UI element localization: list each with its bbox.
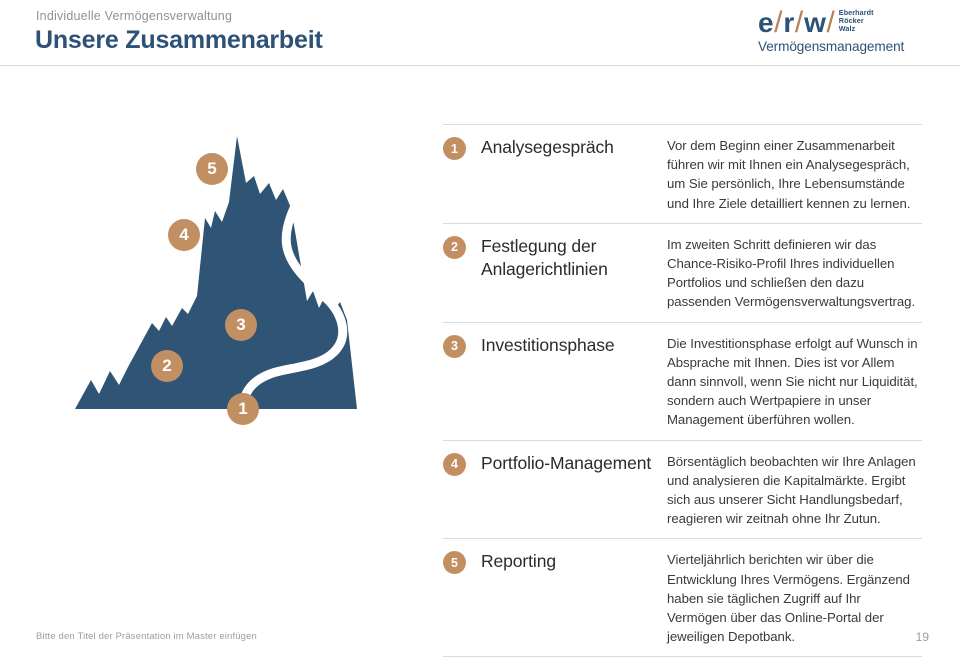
header-eyebrow: Individuelle Vermögensverwaltung (36, 9, 233, 23)
logo-slash-1: / (774, 6, 783, 39)
logo-name-2: Röcker (838, 16, 864, 26)
logo-slash-2: / (794, 6, 804, 39)
step-title-4: Portfolio-Management (481, 452, 652, 473)
step-description-5: Vierteljährlich berichten wir über die Entwicklung Ihres Vermögens. Ergänzend haben sie täglichen Zugriff auf Ihr Vermögen über das Online-Portal der jeweiligen Depotbank. (667, 552, 910, 645)
step-row (443, 440, 922, 539)
step-badge-1: 1 (443, 137, 466, 160)
step-row (443, 538, 922, 657)
step-title-2: Festlegung der Anlagerichtlinien (481, 235, 608, 279)
mountain-node-3[interactable]: 3 (225, 309, 257, 341)
page-title: Unsere Zusammenarbeit (35, 26, 323, 54)
logo-letter-e: e (758, 7, 774, 38)
mountain-node-1[interactable]: 1 (227, 393, 259, 425)
logo-name-1: Eberhardt (838, 8, 874, 17)
logo-partner-names (839, 9, 874, 34)
step-badge-5: 5 (443, 551, 466, 574)
logo-wordmark (758, 8, 874, 38)
step-row (443, 223, 922, 322)
step-description-3: Die Investitionsphase erfolgt auf Wunsch in Absprache mit Ihnen. Dies ist vor Allem dann sinnvoll, wenn Sie nicht nur Liquidität, sondern auch Wertpapiere in unser Management überführen wollen. (667, 335, 918, 428)
mountain-path-diagram (20, 118, 380, 430)
step-description-2: Im zweiten Schritt definieren wir das Chance-Risiko-Profil Ihres individuellen Portfolios und schließen den dazu passenden Vermögensverwaltungsvertrag. (667, 236, 916, 310)
step-description-1: Vor dem Beginn einer Zusammenarbeit führen wir mit Ihnen ein Analysegespräch, um Sie persönlich, Ihre Lebensumstände und Ihre Ziele detailliert kennen zu lernen. (667, 138, 911, 211)
step-title-5: Reporting (481, 551, 556, 572)
mountain-node-4[interactable]: 4 (168, 219, 200, 251)
page-number: 19 (915, 630, 929, 644)
footer-note: Bitte den Titel der Präsentation im Master einfügen (36, 631, 257, 642)
step-row (443, 322, 922, 440)
step-title-1: Analysegespräch (481, 137, 614, 157)
logo-name-3: Walz (838, 24, 856, 34)
step-row (443, 124, 922, 223)
step-description-4: Börsentäglich beobachten wir Ihre Anlagen und analysieren die Kapitalmärkte. Ergibt sich aus unserer Sicht Handlungsbedarf, reagieren wir zeitnah ohne Ihr Zutun. (667, 453, 916, 527)
step-title-3: Investitionsphase (481, 334, 615, 355)
logo-letter-w: w (804, 7, 826, 38)
mountain-node-2[interactable]: 2 (151, 350, 183, 382)
logo-slash-3: / (826, 6, 835, 39)
mountain-node-5[interactable]: 5 (196, 153, 228, 185)
header-divider (0, 65, 960, 66)
logo-letter-r: r (783, 7, 794, 38)
company-logo (758, 8, 934, 58)
step-badge-4: 4 (443, 453, 466, 476)
logo-subtitle: Vermögensmanagement (758, 39, 905, 54)
steps-list (443, 124, 922, 657)
step-badge-3: 3 (443, 335, 466, 358)
step-badge-2: 2 (443, 236, 466, 259)
